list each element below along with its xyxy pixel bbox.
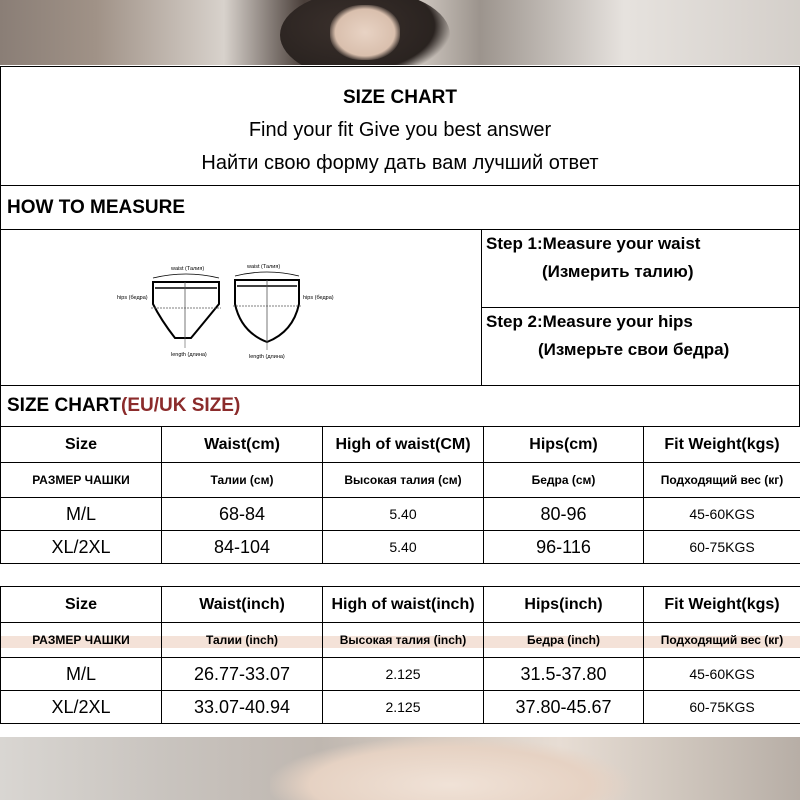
header-cell: High of waist(CM)	[323, 427, 484, 463]
step-1-subtitle: (Измерить талию)	[542, 262, 694, 281]
inch-size-table	[0, 586, 800, 724]
waist-cell: 33.07-40.94	[162, 691, 323, 724]
waist-cell: 68-84	[162, 498, 323, 531]
header-ru-cell: Подходящий вес (кг)	[644, 623, 800, 658]
step-1-cell	[481, 229, 800, 308]
step-2-subtitle: (Измерьте свои бедра)	[538, 340, 730, 359]
table-row	[1, 498, 800, 531]
hips-cell: 31.5-37.80	[484, 658, 644, 691]
size-cell: XL/2XL	[1, 531, 162, 564]
hips-cell: 37.80-45.67	[484, 691, 644, 724]
model-face	[330, 5, 400, 60]
front-view-diagram	[151, 274, 221, 348]
size-chart-heading-text	[7, 395, 240, 417]
header-ru-cell: Талии (см)	[162, 463, 323, 498]
inch-header-row	[1, 587, 800, 623]
table-row	[1, 531, 800, 564]
header-ru-cell: Подходящий вес (кг)	[644, 463, 800, 498]
size-chart-heading	[0, 385, 800, 427]
hips-cell: 80-96	[484, 498, 644, 531]
diagram-label-hips-front: hips (бедра)	[117, 295, 148, 301]
cm-header-row	[1, 427, 800, 463]
size-chart-heading-main: SIZE CHART	[7, 395, 121, 416]
header-cell: Hips(cm)	[484, 427, 644, 463]
title-block	[0, 66, 800, 186]
header-ru-cell: Талии (inch)	[162, 623, 323, 658]
header-ru-cell: Высокая талия (см)	[323, 463, 484, 498]
subtitle-english: Find your fit Give you best answer	[248, 119, 552, 141]
waist-cell: 26.77-33.07	[162, 658, 323, 691]
top-photo	[0, 0, 800, 65]
high-waist-cell: 5.40	[323, 531, 484, 564]
inch-header-ru-row	[1, 623, 800, 658]
size-cell: XL/2XL	[1, 691, 162, 724]
waist-cell: 84-104	[162, 531, 323, 564]
back-view-diagram	[233, 272, 301, 350]
step-2-cell	[481, 307, 800, 386]
hips-cell: 96-116	[484, 531, 644, 564]
cm-size-table	[0, 426, 800, 564]
table-row	[1, 658, 800, 691]
table-row	[1, 691, 800, 724]
header-cell: Size	[1, 587, 162, 623]
bottom-photo	[0, 737, 800, 800]
header-cell: Hips(inch)	[484, 587, 644, 623]
how-to-measure-label: HOW TO MEASURE	[7, 197, 186, 218]
diagram-label-waist-back: waist (Талия)	[247, 264, 281, 270]
header-cell: Fit Weight(kgs)	[644, 427, 800, 463]
weight-cell: 60-75KGS	[644, 531, 800, 564]
diagram-label-hips-back: hips (бедра)	[303, 295, 334, 301]
step-1-title: Step 1:Measure your waist	[486, 234, 701, 253]
high-waist-cell: 5.40	[323, 498, 484, 531]
header-ru-cell: РАЗМЕР ЧАШКИ	[1, 463, 162, 498]
step-2-title: Step 2:Measure your hips	[486, 312, 693, 331]
how-to-measure-header	[0, 185, 800, 230]
weight-cell: 60-75KGS	[644, 691, 800, 724]
header-ru-cell: Бедра (см)	[484, 463, 644, 498]
size-cell: M/L	[1, 658, 162, 691]
diagram-label-length-front: length (длина)	[171, 352, 207, 358]
diagram-label-waist-front: waist (Талия)	[171, 266, 205, 272]
measure-diagram-cell	[0, 229, 482, 386]
underwear-diagram	[1, 230, 481, 385]
header-ru-cell: РАЗМЕР ЧАШКИ	[1, 623, 162, 658]
chart-title: SIZE CHART	[343, 87, 457, 108]
header-cell: High of waist(inch)	[323, 587, 484, 623]
size-chart-sheet	[0, 66, 800, 734]
header-cell: Waist(cm)	[162, 427, 323, 463]
high-waist-cell: 2.125	[323, 691, 484, 724]
size-cell: M/L	[1, 498, 162, 531]
subtitle-russian: Найти свою форму дать вам лучший ответ	[201, 152, 599, 174]
weight-cell: 45-60KGS	[644, 658, 800, 691]
header-ru-cell: Бедра (inch)	[484, 623, 644, 658]
size-chart-heading-accent: (EU/UK SIZE)	[121, 395, 241, 416]
diagram-label-length-back: length (длина)	[249, 354, 285, 360]
cm-header-ru-row	[1, 463, 800, 498]
header-cell: Waist(inch)	[162, 587, 323, 623]
header-cell: Fit Weight(kgs)	[644, 587, 800, 623]
header-ru-cell: Высокая талия (inch)	[323, 623, 484, 658]
weight-cell: 45-60KGS	[644, 498, 800, 531]
header-cell: Size	[1, 427, 162, 463]
model-leg	[270, 737, 630, 800]
high-waist-cell: 2.125	[323, 658, 484, 691]
